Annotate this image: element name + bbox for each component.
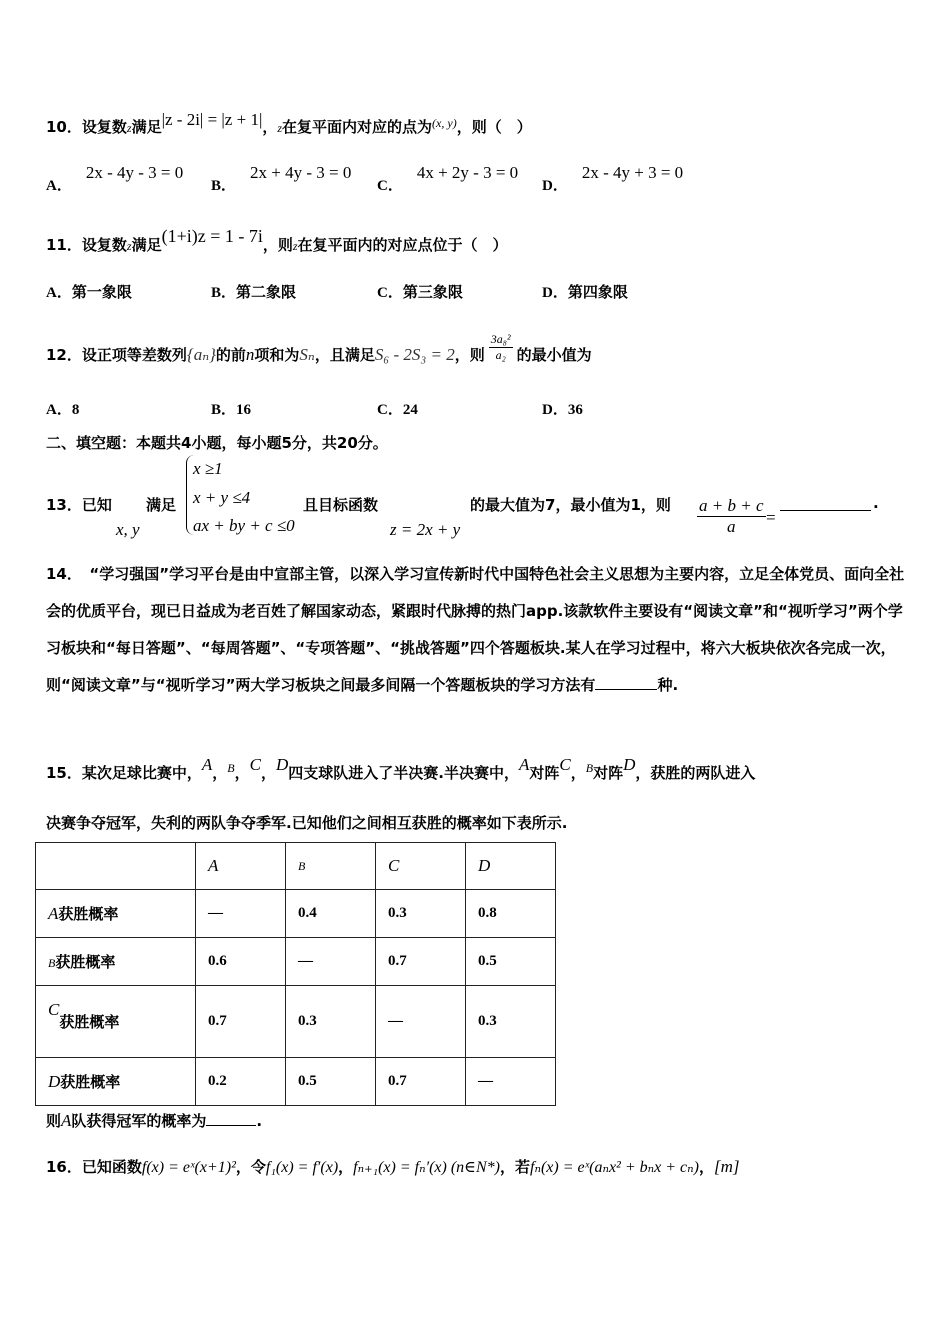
q13-constraint-1: x ≥1 [193,459,223,478]
table-row [36,938,556,986]
table-cell: 0.5 [286,1058,376,1106]
table-cell: — [466,1058,556,1106]
question-16-stem: 16．已知函数f(x) = eˣ(x+1)²，令f₁(x) = f′(x)，fₙ₊₁(x) = fₙ′(x) (n∈N*)，若fₙ(x) = eˣ(aₙx² + bₙx + cₙ)，[m] [46,1157,740,1176]
row-label: C获胜概率 [36,986,196,1058]
q13-constraint-3: ax + by + c ≤0 [193,516,295,535]
row-label: B获胜概率 [36,938,196,986]
row-label: A获胜概率 [36,890,196,938]
q10-option-d[interactable]: D．2x - 4y + 3 = 0 [542,163,684,194]
q13-satisfy: 满足 [146,496,177,514]
q11-option-c[interactable]: C．第三象限 [377,283,463,301]
table-cell: 0.6 [196,938,286,986]
table-cell: 0.3 [466,986,556,1058]
table-cell: 0.5 [466,938,556,986]
q13-equals: = [766,508,776,527]
q10-condition: |z - 2i| = |z + 1| [161,110,263,129]
section-heading-fill-in: 二、填空题：本题共4小题，每小题5分，共20分。 [46,434,388,452]
table-header-cell: B [286,843,376,890]
q11-option-a[interactable]: A．第一象限 [46,283,132,301]
table-row [36,986,556,1058]
table-cell: 0.2 [196,1058,286,1106]
table-cell: 0.4 [286,890,376,938]
row-label: D获胜概率 [36,1058,196,1106]
table-row [36,1058,556,1106]
q12-option-b[interactable]: B．16 [211,402,252,418]
table-cell: — [196,890,286,938]
q15-line2: 决赛争夺冠军，失利的两队争夺季军.已知他们之间相互获胜的概率如下表所示. [46,814,568,832]
table-cell: 0.7 [376,1058,466,1106]
table-row [36,890,556,938]
question-14: 14． “学习强国”学习平台是由中宣部主管，以深入学习宣传新时代中国特色社会主义思想为主要内容，立足全体党员、面向全社会的优质平台，现已日益成为老百姓了解国家动态，紧跟时代脉搏的热门app.该款软件主要设有“阅读文章”和“视听学习”两个学习板块和“每日答题”、“每周答题”、“专项答题”、“挑战答题”四个答题板块.某人在学习过程中，将六大板块依次各完成一次，则“阅读文章”与“视听学习”两大学习板块之间最多间隔一个答题板块的学习方法有 种. [46,565,905,694]
q11-option-b[interactable]: B．第二象限 [211,283,297,301]
table-cell: 0.3 [376,890,466,938]
q10-option-c[interactable]: C．4x + 2y - 3 = 0 [377,163,519,194]
q12-option-a[interactable]: A．8 [46,402,80,418]
q11-condition: (1+i)z = 1 - 7i [161,226,263,246]
table-cell: — [286,938,376,986]
q12-option-d[interactable]: D．36 [542,402,583,418]
q13-answer-blank[interactable] [780,510,871,511]
q13-end: . [873,494,879,512]
table-header-cell: D [466,843,556,890]
question-10-stem: 10．设复数z满足|z - 2i| = |z + 1|，z在复平面内对应的点为$^{(x, y)}$，则（ ） [46,110,532,136]
q10-option-b[interactable]: B．2x + 4y - 3 = 0 [211,163,352,194]
question-12-stem: 12．设正项等差数列{aₙ}的前n项和为Sₙ，且满足S₆ - 2S₃ = 2，则 $\frac{\text{3a₈²}}{\text{a₂}}$ 的最小值为 [46,332,592,364]
q15-ask: 则A队获得冠军的概率为 . [46,1111,263,1130]
table-header-row [36,843,556,890]
q13-objective-label: 且目标函数 [303,496,379,514]
q15-answer-blank[interactable] [206,1125,256,1126]
question-15-stem: 15．某次足球比赛中，A，$^B$，C，D四支球队进入了半决赛.半决赛中，A对阵C，$^B$对阵D，获胜的两队进入 [46,755,756,782]
table-header-cell [36,843,196,890]
q12-fraction: $\frac{\text{3a₈²}}{\text{a₂}}$ [490,332,511,362]
q12-option-c[interactable]: C．24 [377,402,418,418]
table-cell: — [376,986,466,1058]
table-cell: 0.7 [196,986,286,1058]
q10-option-a[interactable]: A．2x - 4y - 3 = 0 [46,163,184,194]
q13-num-label: 13．已知 [46,496,112,514]
probability-table [35,842,556,1106]
table-cell: 0.3 [286,986,376,1058]
q11-option-d[interactable]: D．第四象限 [542,283,628,301]
q13-objective: z = 2x + y [390,520,461,539]
table-cell: 0.8 [466,890,556,938]
question-11-stem: 11．设复数z满足(1+i)z = 1 - 7i，则z在复平面内的对应点位于（ ） [46,226,508,254]
q13-fraction: $\frac{a + b + c}{a}$ [699,496,764,536]
q13-vars: x, y [116,520,140,539]
table-header-cell: A [196,843,286,890]
q13-constraint-2: x + y ≤4 [193,488,251,507]
q14-answer-blank[interactable] [595,689,657,690]
q13-stem-tail: 的最大值为7，最小值为1，则 [470,496,671,514]
table-cell: 0.7 [376,938,466,986]
table-header-cell: C [376,843,466,890]
